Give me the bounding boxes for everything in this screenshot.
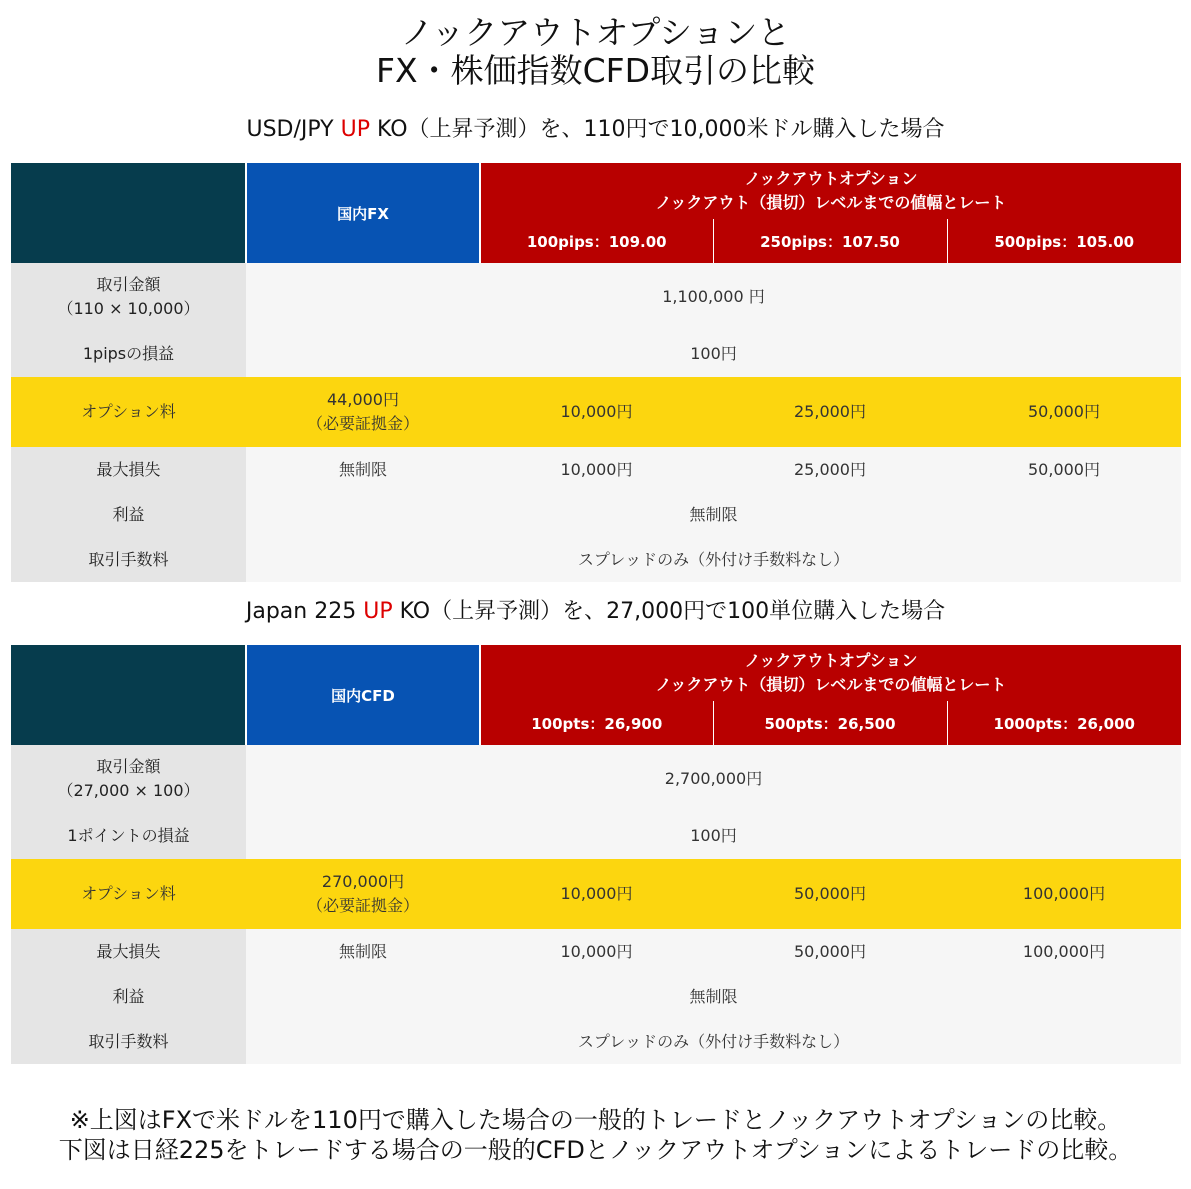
premium-level-1: 10,000円 <box>480 377 713 447</box>
heading-suffix: KO（上昇予測）を、110円で10,000米ドル購入した場合 <box>369 117 945 142</box>
header-level-1: 100pts：26,900 <box>480 701 713 745</box>
premium-domestic-line1: 270,000円 <box>321 872 405 891</box>
header-knockout <box>480 163 1181 219</box>
amount-label-line1: 取引金額 <box>96 756 161 776</box>
premium-level-1: 10,000円 <box>480 859 713 929</box>
heading-up: UP <box>340 117 370 142</box>
maxloss-domestic: 無制限 <box>246 929 480 974</box>
comparison-table-fx <box>11 163 1181 582</box>
header-level-3: 1000pts：26,000 <box>947 701 1181 745</box>
header-knockout <box>480 645 1181 701</box>
premium-domestic <box>246 377 480 447</box>
row-label <box>11 263 246 330</box>
heading-prefix: USD/JPY <box>246 117 341 142</box>
premium-level-3: 50,000円 <box>947 377 1181 447</box>
row-label: 取引手数料 <box>11 1019 246 1064</box>
header-knockout-line1: ノックアウトオプション <box>744 651 918 670</box>
main-title-line1: ノックアウトオプションと <box>400 13 791 52</box>
premium-domestic-line2: （必要証拠金） <box>306 414 419 433</box>
row-label: 最大損失 <box>11 447 246 492</box>
amount-label-line1: 取引金額 <box>96 274 161 294</box>
fee-value: スプレッドのみ（外付け手数料なし） <box>246 1019 1181 1064</box>
header-level-1: 100pips：109.00 <box>480 219 713 263</box>
row-trade-amount <box>11 263 1181 330</box>
row-label: 1ポイントの損益 <box>11 812 246 859</box>
row-pnl <box>11 812 1181 859</box>
row-fee <box>11 537 1181 582</box>
row-max-loss <box>11 929 1181 974</box>
premium-level-3: 100,000円 <box>947 859 1181 929</box>
profit-value: 無制限 <box>246 974 1181 1019</box>
row-label: 最大損失 <box>11 929 246 974</box>
premium-level-2: 25,000円 <box>713 377 947 447</box>
header-level-2: 250pips：107.50 <box>713 219 947 263</box>
row-label <box>11 745 246 812</box>
header-corner <box>11 645 246 745</box>
fee-value: スプレッドのみ（外付け手数料なし） <box>246 537 1181 582</box>
amount-label-line2: （27,000 × 100） <box>57 780 200 800</box>
row-label: オプション料 <box>11 377 246 447</box>
amount-label-line2: （110 × 10,000） <box>57 298 200 318</box>
row-max-loss <box>11 447 1181 492</box>
row-premium <box>11 859 1181 929</box>
premium-domestic-line1: 44,000円 <box>327 390 399 409</box>
header-domestic: 国内FX <box>246 163 480 263</box>
main-title <box>0 14 1191 90</box>
footnote-line1: ※上図はFXで米ドルを110円で購入した場合の一般的トレードとノックアウトオプションの比較。 <box>69 1106 1122 1134</box>
header-knockout-line1: ノックアウトオプション <box>744 169 918 188</box>
row-premium <box>11 377 1181 447</box>
premium-domestic <box>246 859 480 929</box>
row-trade-amount <box>11 745 1181 812</box>
profit-value: 無制限 <box>246 492 1181 537</box>
premium-domestic-line2: （必要証拠金） <box>306 896 419 915</box>
pnl-value: 100円 <box>246 812 1181 859</box>
pnl-value: 100円 <box>246 330 1181 377</box>
header-knockout-line2: ノックアウト（損切）レベルまでの値幅とレート <box>655 675 1007 694</box>
amount-value: 2,700,000円 <box>246 745 1181 812</box>
amount-value: 1,100,000 円 <box>246 263 1181 330</box>
maxloss-domestic: 無制限 <box>246 447 480 492</box>
heading-prefix: Japan 225 <box>245 599 364 624</box>
footnote <box>0 1105 1191 1165</box>
comparison-table-cfd <box>11 645 1181 1064</box>
maxloss-level-3: 50,000円 <box>947 447 1181 492</box>
premium-level-2: 50,000円 <box>713 859 947 929</box>
section-heading-japan225 <box>0 598 1191 626</box>
main-title-line2: FX・株価指数CFD取引の比較 <box>375 51 816 90</box>
header-corner <box>11 163 246 263</box>
row-label: 利益 <box>11 974 246 1019</box>
header-domestic: 国内CFD <box>246 645 480 745</box>
heading-up: UP <box>363 599 393 624</box>
row-label: オプション料 <box>11 859 246 929</box>
header-level-3: 500pips：105.00 <box>947 219 1181 263</box>
section-heading-usdjpy <box>0 116 1191 144</box>
row-pnl <box>11 330 1181 377</box>
row-label: 取引手数料 <box>11 537 246 582</box>
row-profit <box>11 974 1181 1019</box>
footnote-line2: 下図は日経225をトレードする場合の一般的CFDとノックアウトオプションによるトレードの比較。 <box>58 1136 1133 1164</box>
row-fee <box>11 1019 1181 1064</box>
maxloss-level-1: 10,000円 <box>480 447 713 492</box>
row-profit <box>11 492 1181 537</box>
row-label: 利益 <box>11 492 246 537</box>
header-level-2: 500pts：26,500 <box>713 701 947 745</box>
maxloss-level-2: 50,000円 <box>713 929 947 974</box>
maxloss-level-3: 100,000円 <box>947 929 1181 974</box>
maxloss-level-2: 25,000円 <box>713 447 947 492</box>
row-label: 1pipsの損益 <box>11 330 246 377</box>
header-knockout-line2: ノックアウト（損切）レベルまでの値幅とレート <box>655 193 1007 212</box>
heading-suffix: KO（上昇予測）を、27,000円で100単位購入した場合 <box>392 599 946 624</box>
maxloss-level-1: 10,000円 <box>480 929 713 974</box>
